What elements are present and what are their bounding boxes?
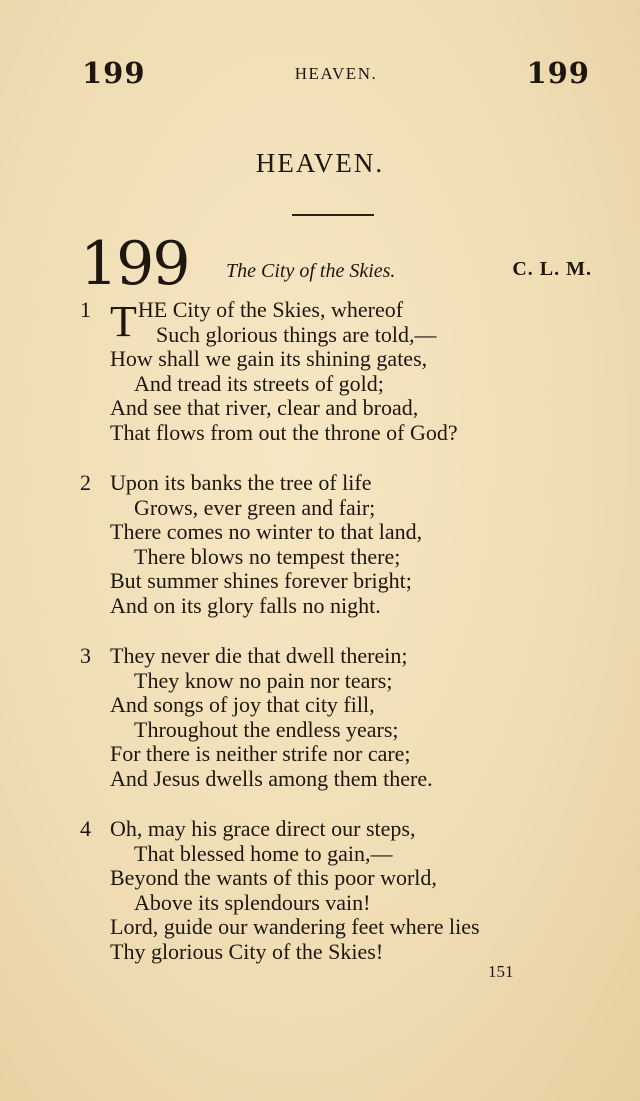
verse-number: 4 <box>80 816 91 841</box>
hymn-meter: C. L. M. <box>512 258 592 280</box>
hymn-verses <box>80 298 600 990</box>
verse-line-text: HE City of the Skies, whereof <box>137 297 404 322</box>
hymn-number: 199 <box>80 229 189 299</box>
verse-number: 2 <box>80 470 91 495</box>
verse-line: Beyond the wants of this poor world, <box>110 865 437 890</box>
verse-line: Oh, may his grace direct our steps, <box>110 816 416 841</box>
verse-line: And songs of joy that city fill, <box>110 692 375 717</box>
hymn-heading <box>80 229 592 300</box>
running-title: HEAVEN. <box>294 64 378 83</box>
verse-2 <box>80 471 600 618</box>
verse-line: Thy glorious City of the Skies! <box>110 938 384 964</box>
verse-line: Lord, guide our wandering feet where lies <box>110 914 480 939</box>
page-number-left: 199 <box>82 56 146 90</box>
verse-1 <box>80 298 600 445</box>
verse-line: They never die that dwell therein; <box>110 643 408 668</box>
drop-cap: T <box>110 297 137 346</box>
page-header <box>82 56 590 92</box>
divider-rule <box>292 214 374 216</box>
verse-line: And see that river, clear and broad, <box>110 395 419 420</box>
verse-line: And on its glory falls no night. <box>110 592 381 618</box>
verse-line: Throughout the endless years; <box>134 716 399 742</box>
verse-line: How shall we gain its shining gates, <box>110 346 428 371</box>
verse-line: And tread its streets of gold; <box>134 370 384 396</box>
verse-line: For there is neither strife nor care; <box>110 741 411 766</box>
verse-line: They know no pain nor tears; <box>134 667 393 693</box>
hymn-title: The City of the Skies. <box>226 260 396 282</box>
verse-3 <box>80 644 600 791</box>
signature-number: 151 <box>488 962 514 981</box>
verse-line: That blessed home to gain,— <box>134 840 393 866</box>
verse-line: Above its splendours vain! <box>134 889 371 915</box>
verse-line: There blows no tempest there; <box>134 543 401 569</box>
section-title: HEAVEN. <box>255 148 385 178</box>
verse-line: But summer shines forever bright; <box>110 568 412 593</box>
verse-number: 1 <box>80 297 91 322</box>
verse-line: Such glorious things are told,— <box>156 321 437 347</box>
verse-line: There comes no winter to that land, <box>110 519 423 544</box>
page-number-right: 199 <box>526 56 590 90</box>
verse-line: And Jesus dwells among them there. <box>110 765 433 791</box>
verse-line: That flows from out the throne of God? <box>110 419 458 445</box>
verse-number: 3 <box>80 643 91 668</box>
verse-line: Upon its banks the tree of life <box>110 470 372 495</box>
verse-4 <box>80 817 600 964</box>
verse-line: Grows, ever green and fair; <box>134 494 376 520</box>
